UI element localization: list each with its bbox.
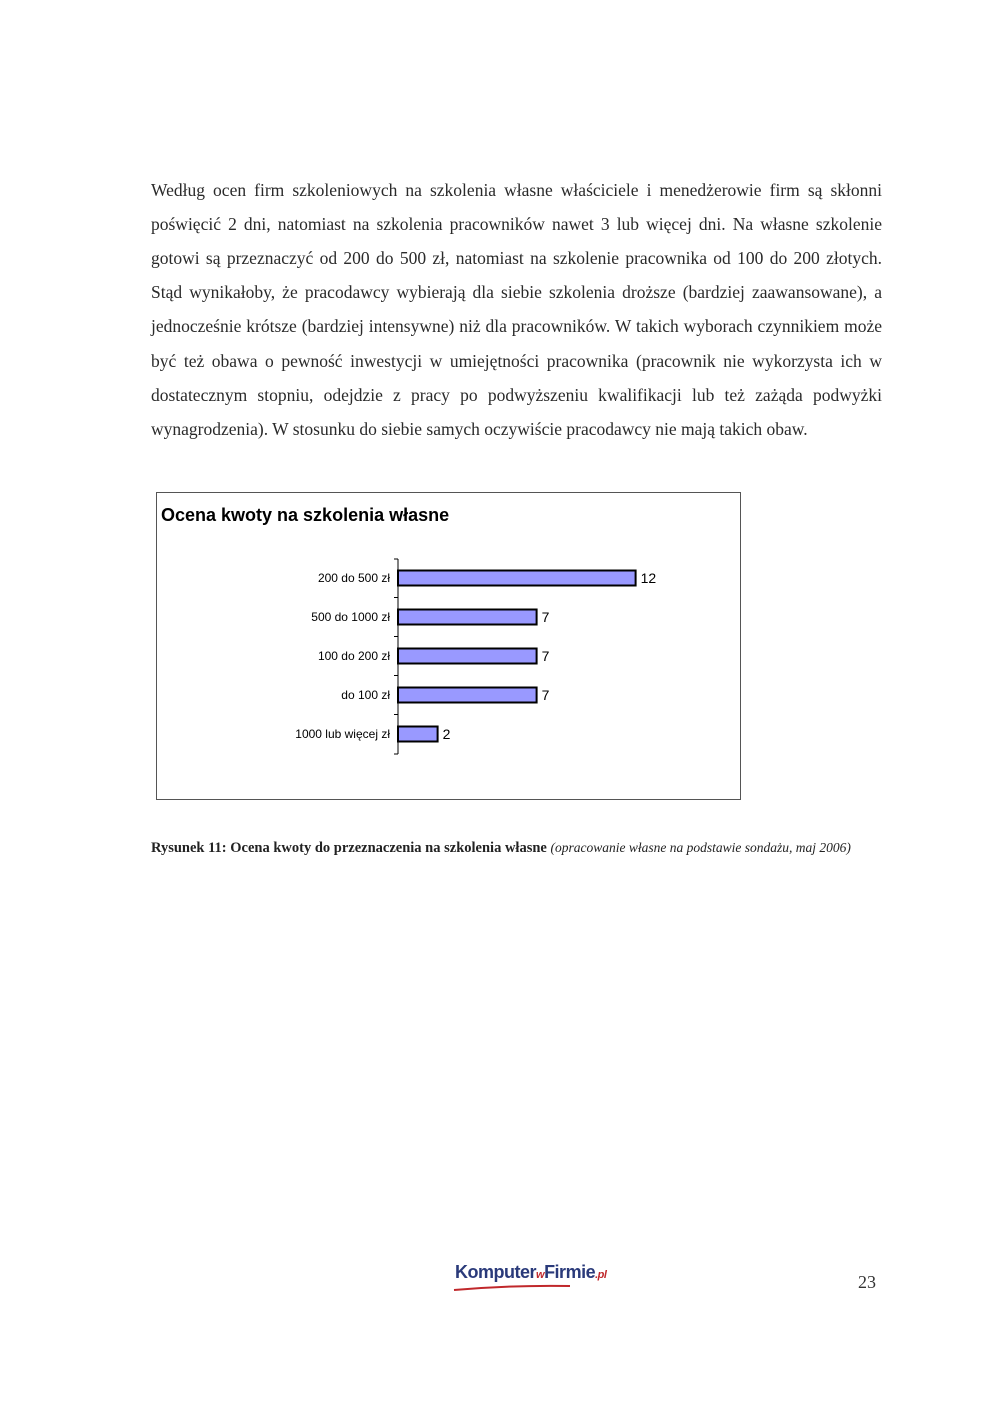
category-label: 1000 lub więcej zł: [295, 727, 390, 741]
chart: [156, 492, 741, 800]
category-label: 500 do 1000 zł: [311, 610, 390, 624]
figure-caption: [151, 838, 882, 858]
data-label: 7: [541, 609, 550, 625]
data-label: 7: [541, 687, 550, 703]
bar: [398, 610, 537, 625]
caption-source: (opracowanie własne na podstawie sondażu, maj 2006): [550, 840, 851, 855]
chart-title: Ocena kwoty na szkolenia własne: [161, 505, 450, 525]
category-label: 200 do 500 zł: [317, 571, 390, 585]
data-label: 7: [541, 648, 550, 664]
bar: [398, 571, 636, 586]
komputerwfirmie-logo: KomputerwFirmie.pl: [455, 1262, 607, 1282]
bar: [398, 688, 537, 703]
bar-chart-plot: [157, 493, 742, 801]
page-number: 23: [858, 1272, 876, 1292]
bar: [398, 727, 438, 742]
category-label: do 100 zł: [341, 688, 390, 702]
logo-swoosh-icon: [452, 1284, 572, 1292]
bar: [398, 649, 537, 664]
body-paragraph: Według ocen firm szkoleniowych na szkolenia własne właściciele i menedżerowie firm są skłonni poświęcić 2 dni, natomiast na szkolenia pracowników nawet 3 lub więcej dni. Na własne szkolenie gotowi są przeznaczyć od 200 do 500 zł, natomiast na szkolenie pracownika od 100 do 200 złotych. Stąd wynikałoby, że pracodawcy wybierają dla siebie szkolenia droższe (bardziej zaawansowane), a jednocześnie krótsze (bardziej intensywne) niż dla pracowników. W takich wyborach czynnikiem może być też obawa o pewność inwestycji w umiejętności pracownika (pracownik nie wykorzysta ich w dostatecznym stopniu, odejdzie z pracy po podwyższeniu kwalifikacji lub też zażąda podwyżki wynagrodzenia). W stosunku do siebie samych oczywiście pracodawcy nie mają takich obaw.: [151, 179, 882, 439]
caption-label: Rysunek 11: Ocena kwoty do przeznaczenia na szkolenia własne: [151, 840, 547, 856]
data-label: 12: [640, 570, 657, 586]
data-label: 2: [442, 726, 451, 742]
category-label: 100 do 200 zł: [317, 649, 390, 663]
